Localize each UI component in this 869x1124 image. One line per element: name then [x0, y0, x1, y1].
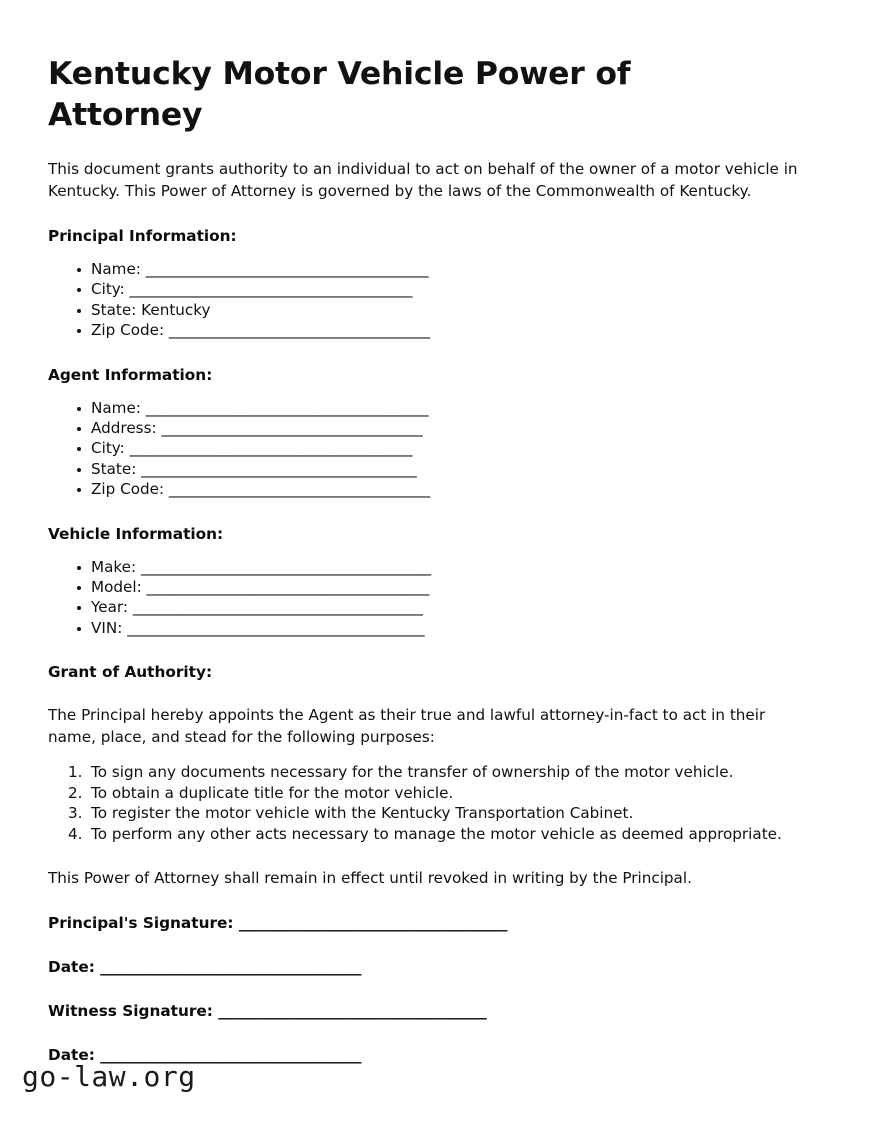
field-fill-line[interactable]: ________________________________________ — [140, 557, 431, 576]
field-label: Name: — [91, 398, 141, 417]
field-agent-address — [48, 418, 820, 438]
field-vehicle-make — [48, 557, 820, 577]
grant-of-authority-heading: Grant of Authority: — [48, 663, 213, 682]
field-fill-line[interactable]: _______________________________________ — [129, 439, 413, 458]
field-label: Model: — [91, 578, 142, 597]
field-label: VIN: — [91, 618, 123, 637]
field-fill-line[interactable]: _________________________________________ — [127, 618, 425, 637]
principal-field-list — [48, 259, 820, 341]
witness-date-line[interactable]: ____________________________________ — [100, 1046, 362, 1065]
vehicle-field-list — [48, 557, 820, 639]
principal-signature-label: Principal's Signature: — [48, 914, 234, 933]
field-agent-name — [48, 398, 820, 418]
field-label: Zip Code: — [91, 480, 165, 499]
field-label: Zip Code: — [91, 321, 165, 340]
field-principal-name — [48, 259, 820, 279]
principal-signature-line[interactable]: _____________________________________ — [238, 914, 508, 933]
witness-signature-line[interactable]: _____________________________________ — [218, 1002, 487, 1021]
field-label: Address: — [91, 419, 157, 438]
field-agent-city — [48, 438, 820, 458]
witness-signature-label: Witness Signature: — [48, 1002, 213, 1021]
field-label: Make: — [91, 557, 137, 576]
list-item: To perform any other acts necessary to manage the motor vehicle as deemed appropriate. — [91, 825, 782, 844]
field-principal-state — [48, 300, 820, 320]
field-fill-line[interactable]: _______________________________________ — [145, 398, 429, 417]
field-label: Name: — [91, 260, 141, 278]
principal-date-label: Date: — [48, 958, 95, 977]
witness-date-label: Date: — [48, 1046, 95, 1065]
principal-date-line[interactable]: ____________________________________ — [100, 958, 362, 977]
field-label: City: — [91, 280, 125, 299]
field-fill-line[interactable]: _______________________________________ — [129, 280, 413, 299]
closing-statement: This Power of Attorney shall remain in effect until revoked in writing by the Principal. — [48, 868, 692, 887]
principal-signature-row — [48, 913, 820, 933]
field-vehicle-year — [48, 597, 820, 617]
agent-field-list — [48, 398, 820, 500]
witness-signature-row — [48, 1001, 820, 1021]
site-watermark: go-law.org — [22, 1060, 196, 1093]
page-title: Kentucky Motor Vehicle Power of Attorney — [48, 56, 631, 133]
field-vehicle-vin — [48, 618, 820, 638]
field-agent-zip-code — [48, 479, 820, 499]
field-principal-zip-code — [48, 320, 820, 340]
field-label: Year: — [91, 598, 129, 617]
powers-list — [48, 762, 820, 844]
field-principal-city — [48, 279, 820, 299]
field-fill-line[interactable]: ______________________________________ — [141, 459, 417, 478]
list-item: To register the motor vehicle with the Kentucky Transportation Cabinet. — [91, 804, 634, 823]
field-label: State: — [91, 459, 137, 478]
vehicle-information-heading: Vehicle Information: — [48, 524, 224, 543]
field-value: Kentucky — [141, 300, 211, 319]
field-fill-line[interactable]: ____________________________________ — [168, 480, 430, 499]
field-agent-state — [48, 459, 820, 479]
list-item: To obtain a duplicate title for the motor vehicle. — [91, 783, 454, 802]
intro-paragraph: This document grants authority to an individual to act on behalf of the owner of a motor vehicle in Kentucky. This Power of Attorney is governed by the laws of the Commonwealth of Kentucky. — [48, 160, 798, 200]
field-label: City: — [91, 439, 125, 458]
list-item: To sign any documents necessary for the transfer of ownership of the motor vehicle. — [91, 763, 734, 782]
field-fill-line[interactable]: ____________________________________ — [161, 419, 423, 438]
field-label: State: — [91, 300, 137, 319]
agent-information-heading: Agent Information: — [48, 365, 213, 384]
field-fill-line[interactable]: ________________________________________ — [132, 598, 423, 617]
principal-date-row — [48, 957, 820, 977]
grant-of-authority-paragraph: The Principal hereby appoints the Agent as their true and lawful attorney-in-fact to act in their name, place, and stead for the following purposes: — [48, 706, 766, 746]
field-fill-line[interactable]: _______________________________________ — [145, 260, 429, 278]
field-vehicle-model — [48, 577, 820, 597]
document-content — [48, 54, 820, 1065]
field-fill-line[interactable]: ____________________________________ — [168, 321, 430, 340]
field-fill-line[interactable]: _______________________________________ — [146, 578, 430, 597]
principal-information-heading: Principal Information: — [48, 227, 237, 245]
